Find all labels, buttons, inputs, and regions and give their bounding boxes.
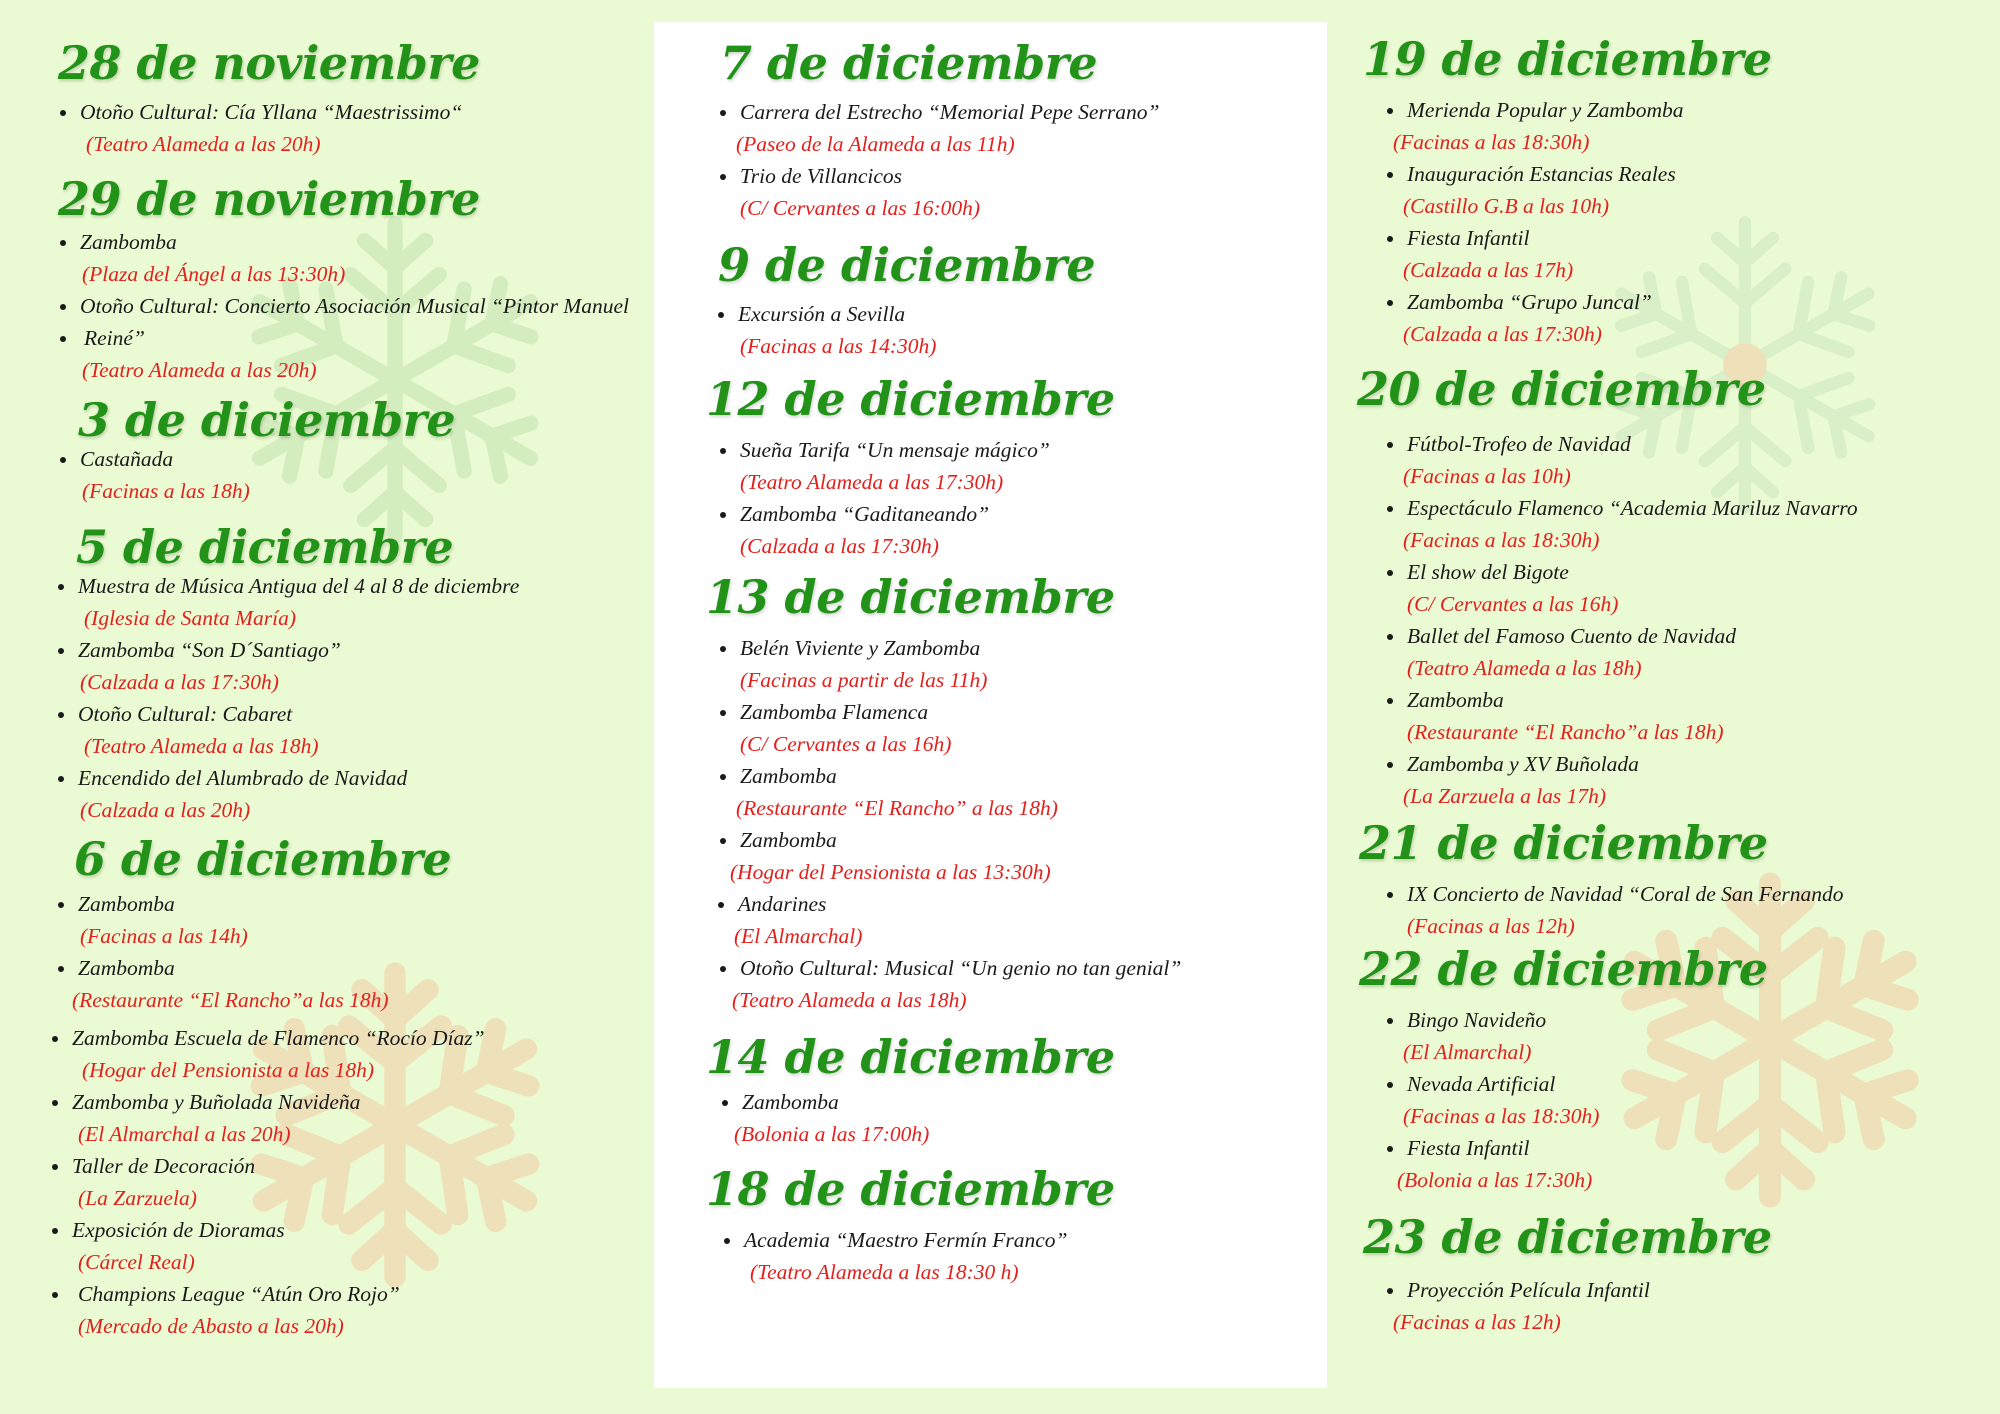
- event-item: [1383, 1274, 1650, 1338]
- date-heading: 22 de diciembre: [1359, 942, 1768, 996]
- event-item: [716, 824, 1051, 888]
- event-title: Fiesta Infantil: [1383, 222, 1573, 254]
- event-place: (Teatro Alameda a las 18h): [84, 734, 319, 758]
- column-center: [654, 22, 1327, 1388]
- event-title: Proyección Película Infantil: [1383, 1274, 1650, 1306]
- event-title: Zambomba y Buñolada Navideña: [48, 1086, 360, 1118]
- event-item: [1383, 878, 1844, 942]
- event-place: (La Zarzuela a las 17h): [1403, 784, 1607, 808]
- event-place: (Calzada a las 17:30h): [80, 670, 279, 694]
- event-place: (Restaurante “El Rancho”a las 18h): [1407, 720, 1724, 744]
- event-item: [716, 952, 1181, 1016]
- event-item: [1383, 684, 1724, 748]
- event-item: [48, 1086, 360, 1150]
- event-place: (C/ Cervantes a las 16h): [740, 732, 952, 756]
- event-item: [1383, 158, 1676, 222]
- event-title: IX Concierto de Navidad “Coral de San Fernando: [1383, 878, 1844, 910]
- event-title: Taller de Decoración: [48, 1150, 255, 1182]
- event-item: [54, 634, 341, 698]
- event-place: (Plaza del Ángel a las 13:30h): [82, 262, 346, 286]
- event-item: [1383, 222, 1573, 286]
- date-heading: 21 de diciembre: [1359, 816, 1768, 870]
- event-place: (Facinas a las 12h): [1407, 914, 1575, 938]
- date-heading: 14 de diciembre: [706, 1030, 1115, 1084]
- event-item: [716, 160, 980, 224]
- event-title: Merienda Popular y Zambomba: [1383, 94, 1684, 126]
- event-item: [716, 498, 989, 562]
- event-place: (Calzada a las 20h): [80, 798, 251, 822]
- event-title: Espectáculo Flamenco “Academia Mariluz Navarro: [1383, 492, 1858, 524]
- event-place: (Facinas a las 14:30h): [740, 334, 937, 358]
- event-place: (Facinas a las 18h): [82, 479, 250, 503]
- event-place: (Calzada a las 17:30h): [1403, 322, 1602, 346]
- date-heading: 5 de diciembre: [76, 520, 454, 574]
- date-heading: 20 de diciembre: [1357, 362, 1766, 416]
- event-item: [54, 698, 319, 762]
- event-place: (Bolonia a las 17:00h): [734, 1122, 930, 1146]
- event-title: Zambomba “Son D´Santiago”: [54, 634, 341, 666]
- event-title: Zambomba y XV Buñolada: [1383, 748, 1639, 780]
- event-title: Fútbol-Trofeo de Navidad: [1383, 428, 1631, 460]
- event-place: (Teatro Alameda a las 18:30 h): [750, 1260, 1019, 1284]
- event-title: Zambomba Escuela de Flamenco “Rocío Díaz”: [48, 1022, 485, 1054]
- event-item: [1383, 1068, 1599, 1132]
- event-place: (Facinas a las 14h): [80, 924, 248, 948]
- event-item: [714, 298, 936, 362]
- event-place: (Facinas a las 18:30h): [1403, 528, 1600, 552]
- event-title: Trio de Villancicos: [716, 160, 980, 192]
- event-item: [716, 696, 951, 760]
- event-item: [54, 888, 248, 952]
- event-title: Bingo Navideño: [1383, 1004, 1546, 1036]
- event-item: [714, 888, 862, 952]
- event-title: Nevada Artificial: [1383, 1068, 1599, 1100]
- event-title: Fiesta Infantil: [1383, 1132, 1592, 1164]
- event-item: [1383, 556, 1618, 620]
- event-place: (El Almarchal a las 20h): [78, 1122, 291, 1146]
- event-title: Carrera del Estrecho “Memorial Pepe Serrano”: [716, 96, 1159, 128]
- event-item: [56, 96, 462, 160]
- event-place: (Calzada a las 17h): [1403, 258, 1574, 282]
- event-title: Exposición de Dioramas: [48, 1214, 285, 1246]
- date-heading: 19 de diciembre: [1363, 32, 1772, 86]
- event-place: (Hogar del Pensionista a las 18h): [82, 1058, 375, 1082]
- event-place: (Facinas a las 18:30h): [1403, 1104, 1600, 1128]
- date-heading: 18 de diciembre: [706, 1162, 1115, 1216]
- date-heading: 28 de noviembre: [58, 36, 480, 90]
- event-item: [718, 1086, 929, 1150]
- event-place: (C/ Cervantes a las 16:00h): [740, 196, 981, 220]
- event-item: [716, 434, 1050, 498]
- event-title: Zambomba: [54, 952, 389, 984]
- event-title: Zambomba: [56, 226, 345, 258]
- date-heading: 29 de noviembre: [58, 172, 480, 226]
- event-item: [716, 760, 1058, 824]
- event-item: [54, 570, 519, 634]
- event-place: (El Almarchal): [734, 924, 863, 948]
- date-heading: 7 de diciembre: [720, 36, 1098, 90]
- event-item: [48, 1278, 400, 1342]
- event-place: (Teatro Alameda a las 20h): [86, 132, 321, 156]
- event-place: (Facinas a las 18:30h): [1393, 130, 1590, 154]
- event-item: [1383, 1004, 1546, 1068]
- event-title: Excursión a Sevilla: [714, 298, 936, 330]
- event-item: [1383, 286, 1652, 350]
- event-place: (Restaurante “El Rancho” a las 18h): [736, 796, 1058, 820]
- event-item: [1383, 492, 1858, 556]
- event-title: Zambomba: [718, 1086, 929, 1118]
- event-title: El show del Bigote: [1383, 556, 1618, 588]
- event-title-continued: Reiné”: [56, 322, 629, 354]
- date-heading: 23 de diciembre: [1363, 1210, 1772, 1264]
- event-title: Zambomba: [716, 760, 1058, 792]
- event-place: (El Almarchal): [1403, 1040, 1532, 1064]
- event-place: (La Zarzuela): [78, 1186, 197, 1210]
- event-place: (Paseo de la Alameda a las 11h): [736, 132, 1015, 156]
- event-title: Otoño Cultural: Cabaret: [54, 698, 319, 730]
- event-item: [48, 1214, 285, 1278]
- event-title: Ballet del Famoso Cuento de Navidad: [1383, 620, 1736, 652]
- event-item: [1383, 1132, 1592, 1196]
- event-item: [54, 952, 389, 1016]
- event-item: [56, 290, 629, 386]
- event-place: (Mercado de Abasto a las 20h): [78, 1314, 344, 1338]
- event-place: (C/ Cervantes a las 16h): [1407, 592, 1619, 616]
- event-item: [1383, 428, 1631, 492]
- event-item: [56, 226, 345, 290]
- event-place: (Calzada a las 17:30h): [740, 534, 939, 558]
- event-item: [1383, 620, 1736, 684]
- event-place: (Castillo G.B a las 10h): [1403, 194, 1610, 218]
- event-title: Champions League “Atún Oro Rojo”: [48, 1278, 400, 1310]
- event-item: [56, 443, 250, 507]
- event-place: (Restaurante “El Rancho”a las 18h): [72, 988, 389, 1012]
- event-place: (Hogar del Pensionista a las 13:30h): [730, 860, 1051, 884]
- event-title: Muestra de Música Antigua del 4 al 8 de diciembre: [54, 570, 519, 602]
- date-heading: 12 de diciembre: [706, 372, 1115, 426]
- event-place: (Cárcel Real): [78, 1250, 195, 1274]
- event-place: (Teatro Alameda a las 18h): [1407, 656, 1642, 680]
- event-place: (Facinas a partir de las 11h): [740, 668, 988, 692]
- event-place: (Bolonia a las 17:30h): [1397, 1168, 1593, 1192]
- event-place: (Facinas a las 10h): [1403, 464, 1571, 488]
- date-heading: 9 de diciembre: [718, 238, 1096, 292]
- event-place: (Iglesia de Santa María): [84, 606, 296, 630]
- event-title: Andarines: [714, 888, 862, 920]
- event-title: Zambomba: [1383, 684, 1724, 716]
- event-item: [716, 96, 1159, 160]
- event-item: [1383, 94, 1684, 158]
- date-heading: 6 de diciembre: [74, 832, 452, 886]
- event-title: Academia “Maestro Fermín Franco”: [720, 1224, 1067, 1256]
- event-item: [48, 1150, 255, 1214]
- event-place: (Teatro Alameda a las 20h): [82, 358, 317, 382]
- event-title: Encendido del Alumbrado de Navidad: [54, 762, 407, 794]
- event-title: Zambomba Flamenca: [716, 696, 951, 728]
- event-title: Inauguración Estancias Reales: [1383, 158, 1676, 190]
- event-place: (Teatro Alameda a las 18h): [732, 988, 967, 1012]
- event-title: Otoño Cultural: Concierto Asociación Musical “Pintor Manuel: [56, 290, 629, 322]
- event-item: [720, 1224, 1067, 1288]
- event-title: Zambomba: [54, 888, 248, 920]
- date-heading: 3 de diciembre: [78, 393, 456, 447]
- event-item: [48, 1022, 485, 1086]
- date-heading: 13 de diciembre: [706, 570, 1115, 624]
- event-title: Zambomba: [716, 824, 1051, 856]
- event-title: Castañada: [56, 443, 250, 475]
- event-item: [716, 632, 987, 696]
- event-place: (Teatro Alameda a las 17:30h): [740, 470, 1004, 494]
- event-title: Belén Viviente y Zambomba: [716, 632, 987, 664]
- event-place: (Facinas a las 12h): [1393, 1310, 1561, 1334]
- event-item: [1383, 748, 1639, 812]
- event-item: [54, 762, 407, 826]
- event-title: Otoño Cultural: Cía Yllana “Maestrissimo“: [56, 96, 462, 128]
- event-title: Otoño Cultural: Musical “Un genio no tan genial”: [716, 952, 1181, 984]
- event-title: Zambomba “Gaditaneando”: [716, 498, 989, 530]
- event-title: Zambomba “Grupo Juncal”: [1383, 286, 1652, 318]
- event-title: Sueña Tarifa “Un mensaje mágico”: [716, 434, 1050, 466]
